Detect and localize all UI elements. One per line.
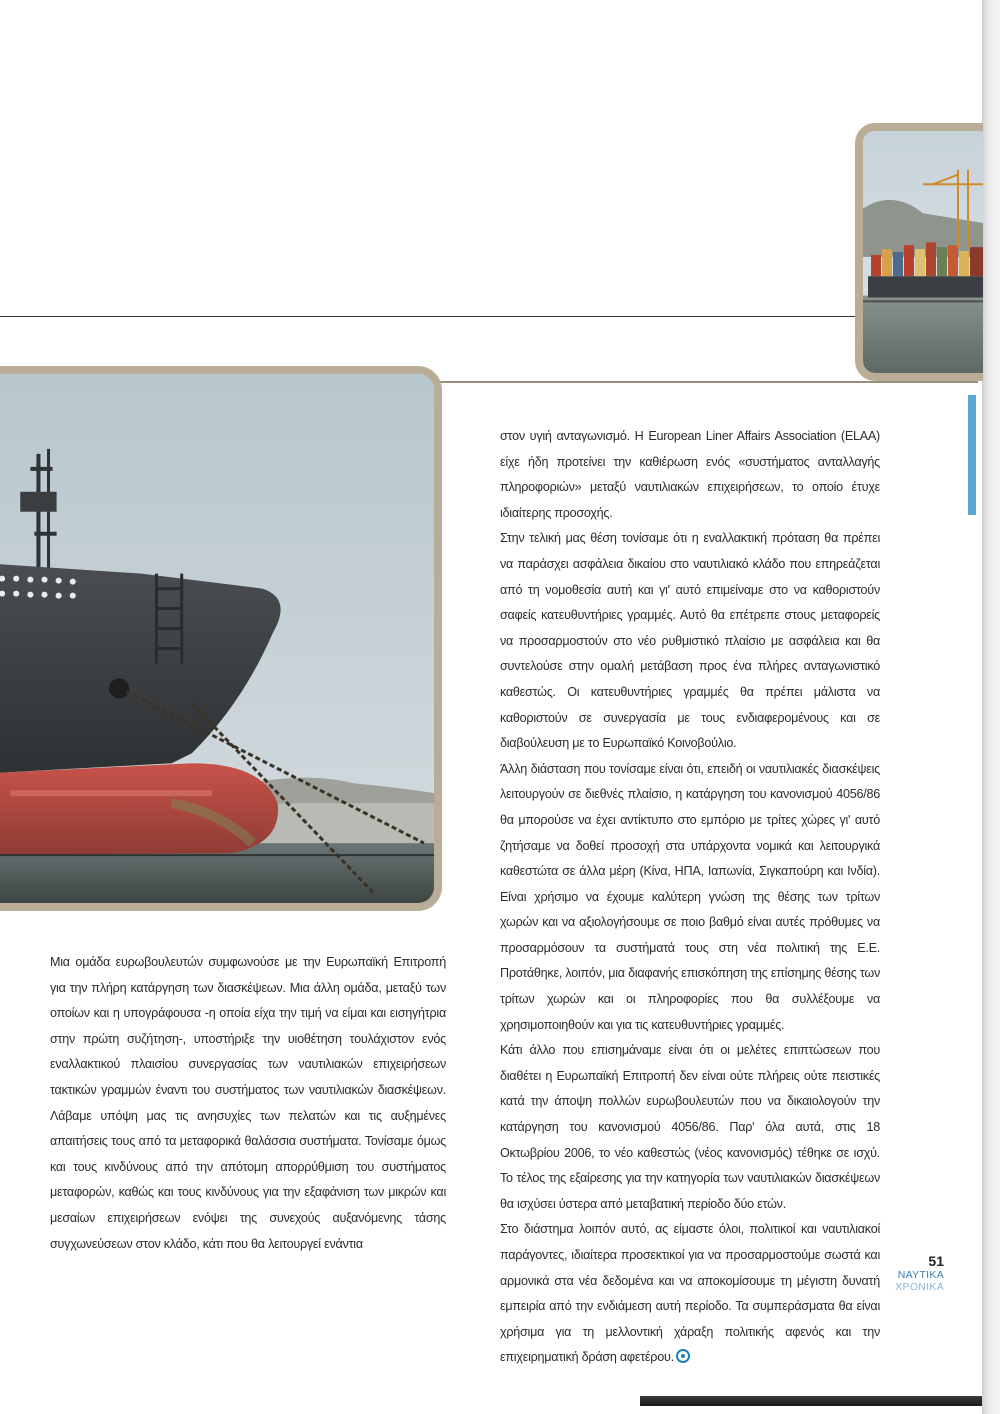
blue-edge-tab: [968, 395, 976, 515]
horizontal-rule: [0, 316, 858, 317]
container-ship-illustration: [863, 131, 983, 373]
article-paragraph: στον υγιή ανταγωνισμό. Η European Liner Affairs Association (ELAA) είχε ήδη προτείνει την καθιέρωση ενός «συστήματος ανταλλαγής πληροφοριών» μεταξύ ναυτιλιακών επιχειρήσεων, το οποίο έτυχε ιδιαίτερης προσοχής.: [500, 429, 880, 520]
article-paragraph: Άλλη διάσταση που τονίσαμε είναι ότι, επειδή οι ναυτιλιακές διασκέψεις λειτουργούν σε διεθνές πλαίσιο, η κατάργηση του κανονισμού 4056/86 θα μπορούσε να έχει αντίκτυπο στο εμπόριο με τρίτες χώρες γι' αυτό ζητήσαμε να δοθεί προσοχή στα υπάρχοντα νομικά και λειτουργικά καθεστώτα σε άλλα μέρη (Κίνα, ΗΠΑ, Ιαπωνία, Σιγκαπούρη και Ινδία). Είναι χρήσιμο να έχουμε καλύτερη γνώση της θέσης των τρίτων χωρών και να αξιολογήσουμε σε ποιο βαθμό είναι αυτές πρόθυμες να προσαρμόσουν τα συστήματά τους στη νέα πολιτική της Ε.Ε. Προτάθηκε, λοιπόν, μια διαφανής επισκόπηση της επίσημης θέσης των τρίτων χωρών και οι πληροφορίες που θα συλλέξουμε να χρησιμοποιηθούν και για τις κατευθυντήριες γραμμές.: [500, 761, 880, 1032]
article-right-column: [500, 424, 880, 1371]
ship-bow-illustration: [0, 374, 434, 903]
page-gutter-shadow: [982, 0, 1000, 1414]
article-left-column: [50, 950, 446, 1257]
page-footer: [880, 1253, 944, 1293]
page-number: 51: [928, 1253, 944, 1269]
magazine-title-line1: ΝΑΥΤΙΚΑ: [897, 1269, 944, 1281]
article-final-paragraph: [500, 1217, 880, 1371]
article-paragraph: Μια ομάδα ευρωβουλευτών συμφωνούσε με την Ευρωπαϊκή Επιτροπή για την πλήρη κατάργηση των διασκέψεων. Μια άλλη ομάδα, μεταξύ των οποίων και η υπογράφουσα -η οποία είχα την τιμή να είμαι και εισηγήτρια στην πρώτη συζήτηση-, υποστήριξε την υιοθέτηση τουλάχιστον ενός εναλλακτικού πλαισίου συνεργασίας των ναυτιλιακών επιχειρήσεων τακτικών γραμμών έναντι του συστήματος των ναυτιλιακών διασκέψεων. Λάβαμε υπόψη μας τις ανησυχίες των πελατών και τις αυξημένες απαιτήσεις τους από τα μεταφορικά θαλάσσια συστήματα. Τονίσαμε όμως και τους κινδύνους από την απότομη απορρύθμιση του συστήματος μεταφορών, καθώς και τους κινδύνους για την εξαφάνιση των μικρών και μεσαίων επιχειρήσεων ενόψει της συνεχούς αυξανόμενης τάσης συγχωνεύσεων στον κλάδο, κάτι που θα λειτουργεί ενάντια: [50, 955, 446, 1251]
photo-frame-rule: [438, 381, 978, 383]
article-paragraph: Στο διάστημα λοιπόν αυτό, ας είμαστε όλοι, πολιτικοί και ναυτιλιακοί παράγοντες, ιδιαίτερα προσεκτικοί για να προσαρμοστούμε σωστά και αρμονικά στα νέα δεδομένα και να αποκομίσουμε τη μέγιστη δυνατή εμπειρία από την ενδιάμεση αυτή περίοδο. Τα συμπεράσματα θα είναι χρήσιμα για τη μελλοντική χάραξη πολιτικής αφενός και την επιχειρηματική δράση αφετέρου.: [500, 1222, 880, 1365]
article-paragraph: Κάτι άλλο που επισημάναμε είναι ότι οι μελέτες επιπτώσεων που διαθέτει η Ευρωπαϊκή Επιτροπή δεν είναι ούτε πλήρεις ούτε πειστικές κατά την άποψη πολλών ευρωβουλευτών που να δικαιολογούν την κατάργηση του κανονισμού 4056/86. Παρ' όλα αυτά, στις 18 Οκτωβρίου 2006, το νέο καθεστώς (νέος κανονισμός) τέθηκε σε ισχύ. Το τέλος της εξαίρεσης για την κατηγορία των ναυτιλιακών διασκέψεων θα ισχύσει ύστερα από μεταβατική περίοδο δύο ετών.: [500, 1043, 880, 1211]
article-paragraph: Στην τελική μας θέση τονίσαμε ότι η εναλλακτική πρόταση θα πρέπει να παράσχει ασφάλεια δικαίου στο ναυτιλιακό κλάδο που επηρεάζεται από τη νομοθεσία αυτή και γι' αυτό επιμείναμε στο να καθοριστούν σαφείς κατευθυντήριες γραμμές. Αυτό θα επέτρεπε στους μεταφορείς να προσαρμοστούν στο νέο ρυθμιστικό πλαίσιο με ασφάλεια και θα συντελούσε στην ομαλή μετάβαση προς ένα πλήρες ανταγωνιστικό καθεστώς. Οι κατευθυντήριες γραμμές θα πρέπει μάλιστα να καθοριστούν σε συνεργασία με τους ενδιαφερομένους και σε διαβούλευση με το Ευρωπαϊκό Κοινοβούλιο.: [500, 531, 880, 751]
magazine-title-line2: ΧΡΟΝΙΚΑ: [895, 1281, 944, 1293]
ship-bow-photo: [0, 366, 442, 911]
end-of-article-icon: [676, 1349, 690, 1363]
bottom-edge-bar: [640, 1396, 982, 1406]
container-ship-photo: [855, 123, 983, 381]
